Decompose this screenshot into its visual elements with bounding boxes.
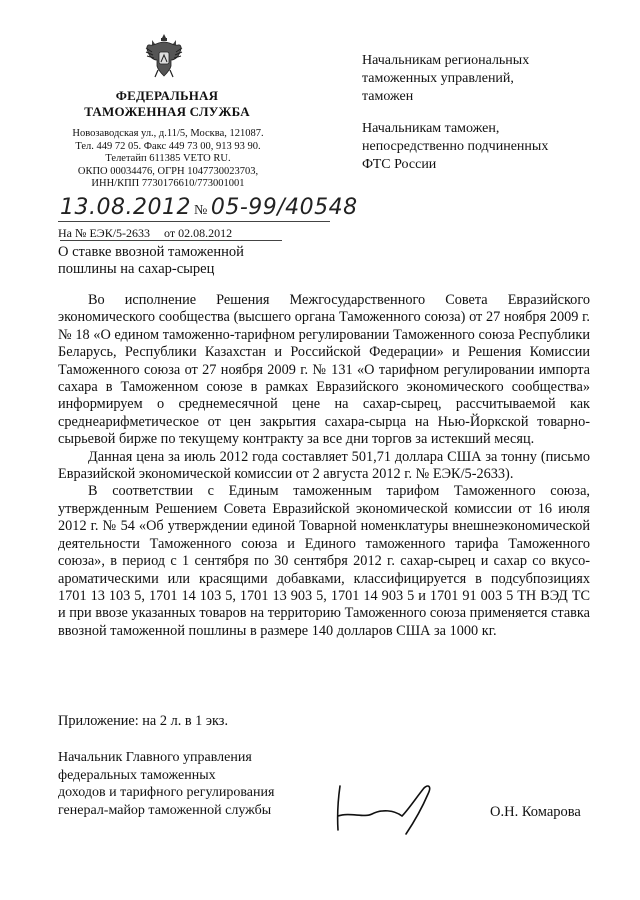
signer-name: О.Н. Комарова (490, 804, 581, 820)
recipient-line: Начальникам таможен, (362, 121, 500, 136)
registration-underline (58, 221, 330, 222)
number-label: № (193, 203, 208, 218)
registration-date: 13.08.2012 (60, 195, 191, 220)
reference-underline (60, 240, 282, 241)
contact-line: ОКПО 00034476, ОГРН 1047730023703, (77, 165, 259, 177)
letter-body (58, 292, 590, 640)
body-paragraph: Данная цена за июль 2012 года составляет 501,71 доллара США за тонну (письмо Евразийской экономической комиссии от 2 августа 2012 г. № ЕЭК/5-2633). (58, 448, 590, 483)
reference-date: от 02.08.2012 (164, 226, 233, 240)
contact-details (58, 128, 278, 191)
body-paragraph: Во исполнение Решения Межгосударственного Совета Евразийского экономического сообщества (высшего органа Таможенного союза) от 27 ноября 2009 г. № 18 «О едином таможенно-тарифном регулировании Таможенного союза Республики Беларусь, Республики Казахстан и Российской Федерации» и Решения Комиссии Таможенного союза от 27 ноября 2009 г. № 131 «О тарифном регулировании импорта сахара в Таможенном союзе в рамках Евразийского экономического сообщества» информируем о среднемесячной цене на сахар-сырец, рассчитываемой как среднеарифметическое от цен закрытия сахара-сырца на Нью-Йоркской товарно-сырьевой бирже по текущему контракту за все дни торгов за истекший месяц. (58, 292, 590, 448)
contact-line: ИНН/КПП 7730176610/773001001 (91, 178, 245, 190)
org-name-line: ТАМОЖЕННАЯ СЛУЖБА (84, 104, 250, 119)
contact-line: Новозаводская ул., д.11/5, Москва, 121087. (72, 128, 264, 139)
recipient-group (362, 52, 612, 106)
reference-number: На № ЕЭК/5-2633 (58, 226, 151, 240)
handwritten-signature (328, 776, 440, 840)
contact-line: Тел. 449 72 05. Факс 449 73 00, 913 93 90. (75, 140, 261, 152)
signer-title-line: доходов и тарифного регулирования (58, 785, 275, 801)
signer-title-line: Начальник Главного управления (58, 750, 252, 765)
recipient-line: непосредственно подчиненных (362, 139, 549, 154)
attachment-note: Приложение: на 2 л. в 1 экз. (58, 713, 229, 729)
recipient-line: таможен (362, 89, 414, 104)
double-headed-eagle-emblem (144, 30, 184, 80)
signer-title-line: генерал-майор таможенной службы (58, 802, 272, 818)
signer-title (58, 749, 274, 819)
org-name-line: ФЕДЕРАЛЬНАЯ (115, 88, 219, 103)
signer-title-line: федеральных таможенных (58, 767, 216, 783)
registration-number (60, 195, 358, 223)
letter-subject (58, 244, 298, 278)
recipient-line: Начальникам региональных (362, 53, 530, 68)
recipients-block (362, 52, 612, 188)
subject-line: пошлины на сахар-сырец (58, 261, 215, 277)
recipient-line: таможенных управлений, (362, 71, 514, 86)
subject-line: О ставке ввозной таможенной (58, 244, 244, 260)
recipient-line: ФТС России (362, 157, 437, 172)
contact-line: Телетайп 611385 VETO RU. (105, 153, 231, 165)
reference-line (58, 226, 232, 240)
organization-name (62, 88, 272, 120)
body-paragraph: В соответствии с Единым таможенным тарифом Таможенного союза, утвержденным Решением Совета Евразийской экономической комиссии от 16 июля 2012 г. № 54 «Об утверждении единой Товарной номенклатуры внешнеэкономической деятельности Таможенного союза и Единого таможенного тарифа Таможенного союза», в период с 1 сентября по 30 сентября 2012 г. сахар-сырец и сахар со вкусо-ароматическими или красящими добавками, классифицируется в подсубпозициях 1701 13 103 5, 1701 14 103 5, 1701 13 903 5, 1701 14 903 5 и 1701 91 003 5 ТН ВЭД ТС и при ввозе указанных товаров на территорию Таможенного союза применяется ставка ввозной таможенной пошлины в размере 140 долларов США за 1000 кг. (58, 483, 590, 639)
outgoing-number: 05-99/40548 (210, 195, 358, 220)
recipient-group (362, 120, 612, 174)
